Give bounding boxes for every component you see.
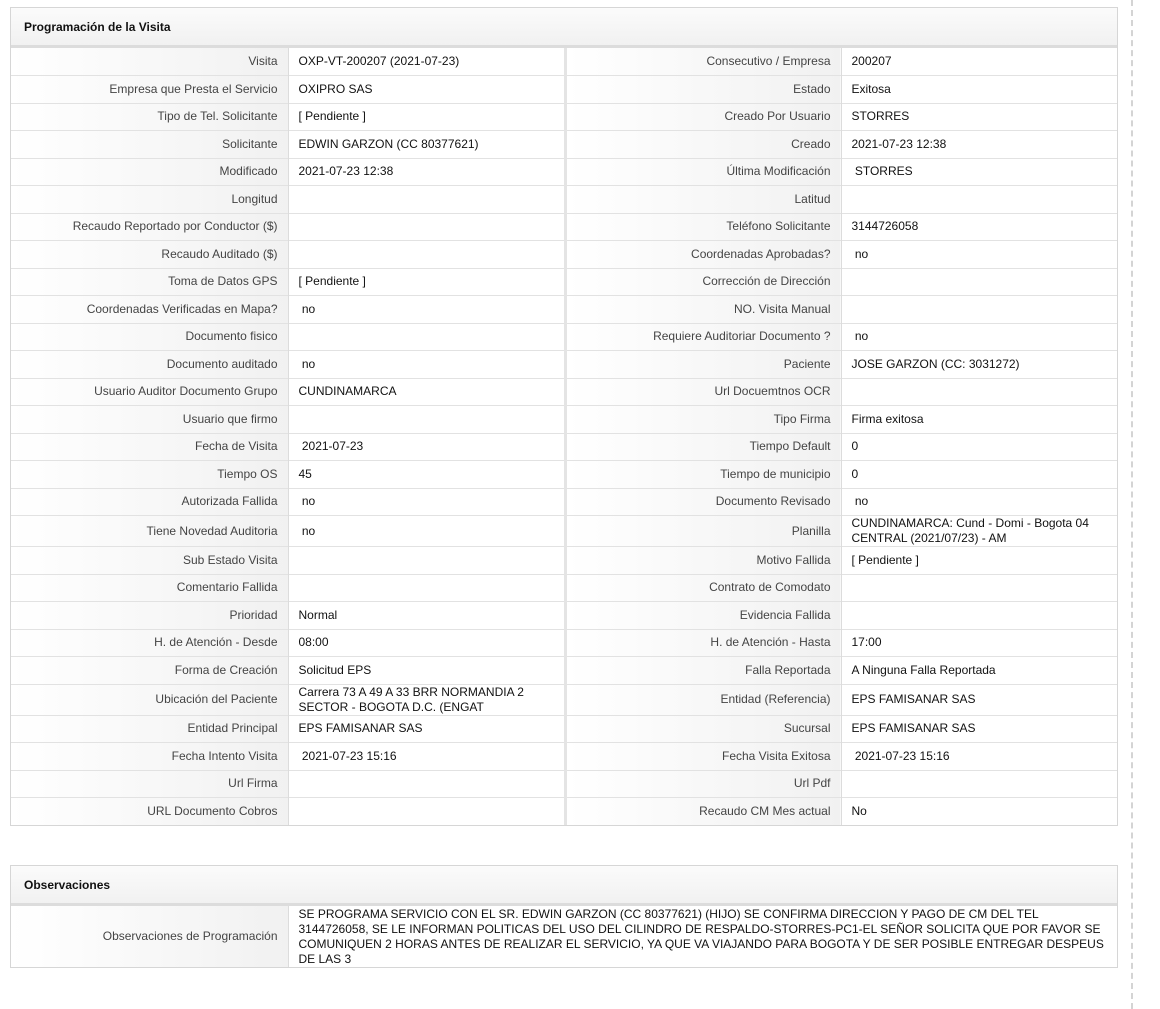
field-label: Fecha de Visita — [11, 433, 288, 461]
observations-panel — [10, 865, 1118, 968]
field-label: Usuario Auditor Documento Grupo — [11, 378, 288, 406]
field-value: A Ninguna Falla Reportada — [841, 657, 1117, 685]
detail-row — [11, 602, 1117, 630]
field-value — [841, 268, 1117, 296]
field-value — [841, 574, 1117, 602]
detail-row — [11, 378, 1117, 406]
field-value — [288, 574, 565, 602]
field-label: Sucursal — [565, 715, 841, 743]
detail-row — [11, 488, 1117, 516]
field-label: H. de Atención - Hasta — [565, 629, 841, 657]
field-label: Teléfono Solicitante — [565, 213, 841, 241]
field-label: Última Modificación — [565, 158, 841, 186]
field-value: [ Pendiente ] — [841, 547, 1117, 575]
field-label: Forma de Creación — [11, 657, 288, 685]
field-value: no — [841, 323, 1117, 351]
field-value: OXP-VT-200207 (2021-07-23) — [288, 48, 565, 76]
field-value — [288, 213, 565, 241]
detail-row — [11, 76, 1117, 104]
detail-row — [11, 241, 1117, 269]
observations-label: Observaciones de Programación — [11, 906, 288, 967]
detail-row — [11, 158, 1117, 186]
field-label: Solicitante — [11, 131, 288, 159]
field-value: JOSE GARZON (CC: 3031272) — [841, 351, 1117, 379]
field-label: Longitud — [11, 186, 288, 214]
field-value: Exitosa — [841, 76, 1117, 104]
field-label: Coordenadas Aprobadas? — [565, 241, 841, 269]
field-value: No — [841, 798, 1117, 826]
field-value: Solicitud EPS — [288, 657, 565, 685]
visit-schedule-header: Programación de la Visita — [11, 8, 1117, 48]
field-label: Creado — [565, 131, 841, 159]
detail-row — [11, 406, 1117, 434]
field-label: Url Pdf — [565, 770, 841, 798]
field-value: 45 — [288, 461, 565, 489]
field-label: Autorizada Fallida — [11, 488, 288, 516]
field-label: Consecutivo / Empresa — [565, 48, 841, 76]
field-value: Normal — [288, 602, 565, 630]
field-value: 2021-07-23 15:16 — [841, 743, 1117, 771]
field-label: Empresa que Presta el Servicio — [11, 76, 288, 104]
field-value — [288, 770, 565, 798]
detail-row — [11, 323, 1117, 351]
field-value: OXIPRO SAS — [288, 76, 565, 104]
field-value: 17:00 — [841, 629, 1117, 657]
field-label: Entidad Principal — [11, 715, 288, 743]
field-value: 3144726058 — [841, 213, 1117, 241]
field-value — [841, 186, 1117, 214]
field-label: Ubicación del Paciente — [11, 684, 288, 715]
detail-row — [11, 743, 1117, 771]
field-label: H. de Atención - Desde — [11, 629, 288, 657]
detail-row — [11, 715, 1117, 743]
field-label: Documento Revisado — [565, 488, 841, 516]
observations-text: SE PROGRAMA SERVICIO CON EL SR. EDWIN GARZON (CC 80377621) (HIJO) SE CONFIRMA DIRECCION Y PAGO DE CM DEL TEL 3144726058, SE LE INFORMAN POLITICAS DEL USO DEL CILINDRO DE RESPALDO-STORRES-PC1-EL SEÑOR SOLICITA QUE POR FAVOR SE COMUNIQUEN 2 HORAS ANTES DE REALIZAR EL SERVICIO, YA QUE VA VIAJANDO PARA BOGOTA Y DE SER POSIBLE ENTREGAR DESPEUS DE LAS 3 — [288, 906, 1117, 967]
field-label: Tiene Novedad Auditoria — [11, 516, 288, 547]
field-value: 2021-07-23 12:38 — [288, 158, 565, 186]
field-value: 0 — [841, 433, 1117, 461]
field-label: Latitud — [565, 186, 841, 214]
field-value — [841, 378, 1117, 406]
field-label: Usuario que firmo — [11, 406, 288, 434]
field-value: no — [841, 488, 1117, 516]
field-value: EPS FAMISANAR SAS — [841, 684, 1117, 715]
field-label: Requiere Auditoriar Documento ? — [565, 323, 841, 351]
field-label: Fecha Intento Visita — [11, 743, 288, 771]
field-label: Toma de Datos GPS — [11, 268, 288, 296]
detail-row — [11, 629, 1117, 657]
field-value — [841, 296, 1117, 324]
field-label: Visita — [11, 48, 288, 76]
visit-details-table — [11, 48, 1117, 825]
field-label: Falla Reportada — [565, 657, 841, 685]
field-value: 2021-07-23 — [288, 433, 565, 461]
field-label: Coordenadas Verificadas en Mapa? — [11, 296, 288, 324]
field-label: Documento fisico — [11, 323, 288, 351]
field-value: no — [288, 296, 565, 324]
detail-row — [11, 433, 1117, 461]
field-label: NO. Visita Manual — [565, 296, 841, 324]
field-value: STORRES — [841, 158, 1117, 186]
field-value — [288, 406, 565, 434]
field-value: [ Pendiente ] — [288, 268, 565, 296]
detail-row — [11, 461, 1117, 489]
detail-row — [11, 547, 1117, 575]
field-label: Tiempo Default — [565, 433, 841, 461]
detail-row — [11, 296, 1117, 324]
field-label: Url Docuemtnos OCR — [565, 378, 841, 406]
field-label: Tiempo de municipio — [565, 461, 841, 489]
field-value: 2021-07-23 12:38 — [841, 131, 1117, 159]
observations-header: Observaciones — [11, 866, 1117, 906]
field-value — [288, 186, 565, 214]
field-value: 08:00 — [288, 629, 565, 657]
field-value: CUNDINAMARCA — [288, 378, 565, 406]
field-label: Contrato de Comodato — [565, 574, 841, 602]
field-label: Evidencia Fallida — [565, 602, 841, 630]
field-value: no — [288, 351, 565, 379]
field-value — [288, 241, 565, 269]
detail-row — [11, 268, 1117, 296]
field-label: Entidad (Referencia) — [565, 684, 841, 715]
field-label: Creado Por Usuario — [565, 103, 841, 131]
field-value — [288, 798, 565, 826]
field-label: Paciente — [565, 351, 841, 379]
field-label: Comentario Fallida — [11, 574, 288, 602]
detail-row — [11, 351, 1117, 379]
field-value — [841, 602, 1117, 630]
detail-row — [11, 798, 1117, 826]
detail-row — [11, 213, 1117, 241]
field-value: EDWIN GARZON (CC 80377621) — [288, 131, 565, 159]
detail-row — [11, 186, 1117, 214]
field-label: Recaudo Reportado por Conductor ($) — [11, 213, 288, 241]
field-value — [288, 323, 565, 351]
field-value: Firma exitosa — [841, 406, 1117, 434]
detail-row — [11, 574, 1117, 602]
detail-row — [11, 684, 1117, 715]
field-label: Motivo Fallida — [565, 547, 841, 575]
field-label: Prioridad — [11, 602, 288, 630]
field-label: Documento auditado — [11, 351, 288, 379]
field-label: Url Firma — [11, 770, 288, 798]
field-label: Tipo Firma — [565, 406, 841, 434]
field-value: 0 — [841, 461, 1117, 489]
detail-row — [11, 770, 1117, 798]
field-value: no — [841, 241, 1117, 269]
field-label: Tiempo OS — [11, 461, 288, 489]
field-value — [841, 770, 1117, 798]
field-label: Estado — [565, 76, 841, 104]
field-label: Recaudo CM Mes actual — [565, 798, 841, 826]
observations-row — [11, 906, 1117, 967]
field-value: 2021-07-23 15:16 — [288, 743, 565, 771]
field-label: Tipo de Tel. Solicitante — [11, 103, 288, 131]
detail-row — [11, 103, 1117, 131]
visit-schedule-panel — [10, 7, 1118, 826]
detail-row — [11, 657, 1117, 685]
field-label: URL Documento Cobros — [11, 798, 288, 826]
page-scroll-edge — [1131, 0, 1133, 1009]
field-label: Planilla — [565, 516, 841, 547]
field-value — [288, 547, 565, 575]
field-label: Corrección de Dirección — [565, 268, 841, 296]
field-label: Modificado — [11, 158, 288, 186]
field-value: 200207 — [841, 48, 1117, 76]
field-value: CUNDINAMARCA: Cund - Domi - Bogota 04 CENTRAL (2021/07/23) - AM — [841, 516, 1117, 547]
field-value: EPS FAMISANAR SAS — [841, 715, 1117, 743]
field-label: Recaudo Auditado ($) — [11, 241, 288, 269]
field-value: no — [288, 488, 565, 516]
field-value: EPS FAMISANAR SAS — [288, 715, 565, 743]
field-value: Carrera 73 A 49 A 33 BRR NORMANDIA 2 SECTOR - BOGOTA D.C. (ENGAT — [288, 684, 565, 715]
field-label: Fecha Visita Exitosa — [565, 743, 841, 771]
detail-row — [11, 131, 1117, 159]
field-label: Sub Estado Visita — [11, 547, 288, 575]
field-value: STORRES — [841, 103, 1117, 131]
field-value: [ Pendiente ] — [288, 103, 565, 131]
detail-row — [11, 516, 1117, 547]
observations-table — [11, 906, 1117, 967]
field-value: no — [288, 516, 565, 547]
detail-row — [11, 48, 1117, 76]
